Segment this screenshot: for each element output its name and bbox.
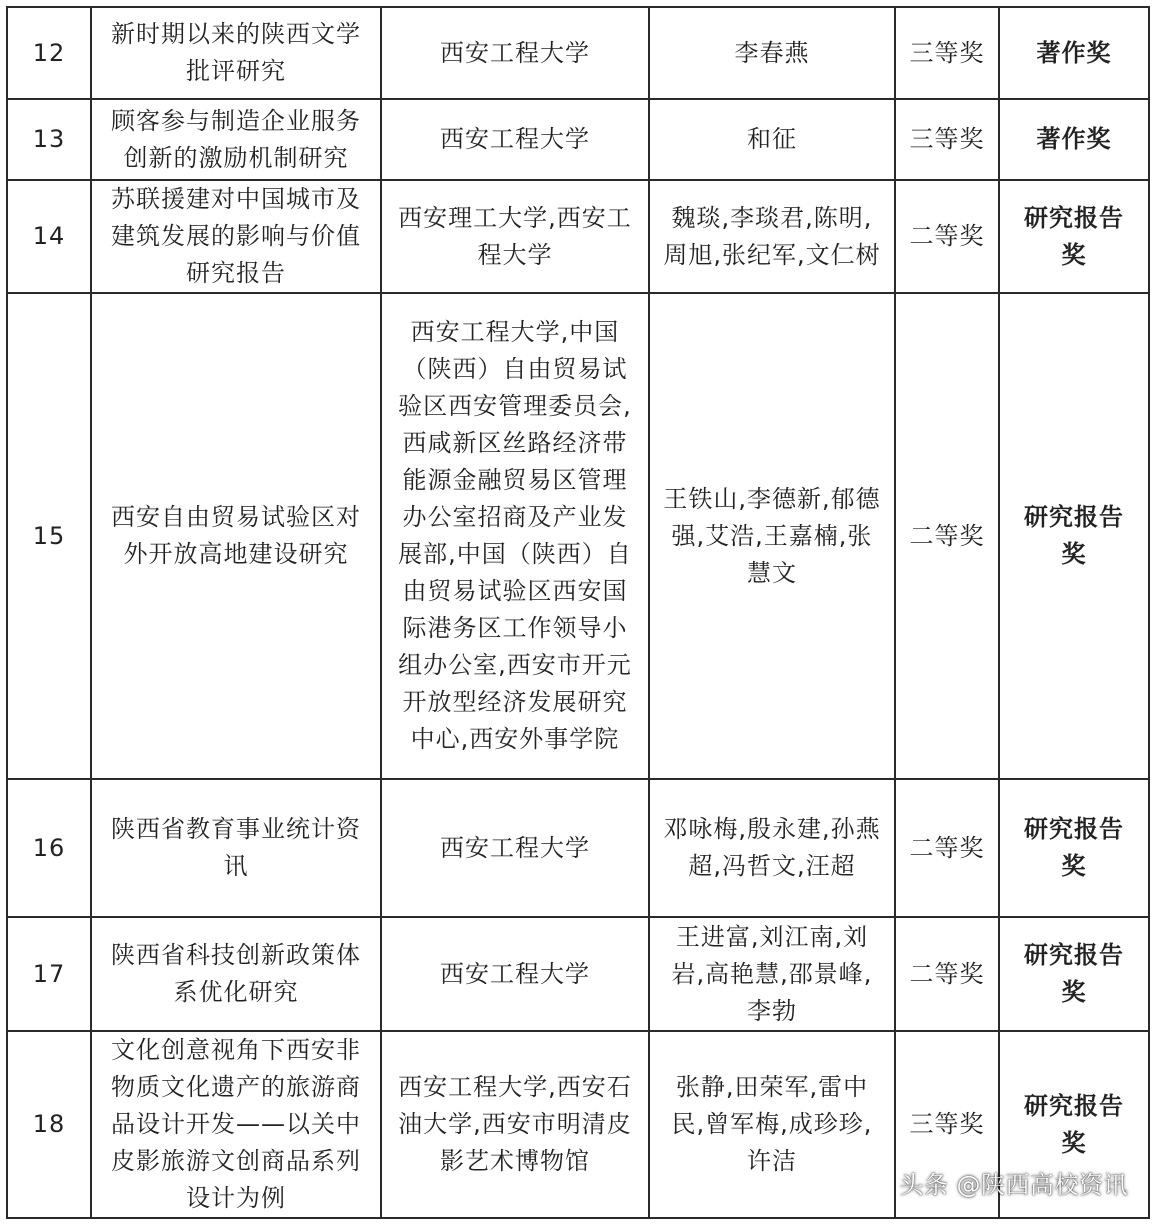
award-grade: 三等奖 — [895, 7, 999, 99]
institution: 西安工程大学 — [381, 917, 649, 1031]
award-grade: 三等奖 — [895, 1031, 999, 1218]
institution: 西安理工大学,西安工程大学 — [381, 180, 649, 293]
row-number: 15 — [7, 293, 91, 779]
institution: 西安工程大学 — [381, 99, 649, 180]
project-title: 陕西省教育事业统计资讯 — [91, 779, 381, 917]
project-title: 陕西省科技创新政策体系优化研究 — [91, 917, 381, 1031]
award-category: 研究报告奖 — [999, 1031, 1149, 1218]
table-row — [7, 917, 1149, 1031]
authors: 邓咏梅,殷永建,孙燕超,冯哲文,汪超 — [649, 779, 895, 917]
award-category: 研究报告奖 — [999, 293, 1149, 779]
award-grade: 二等奖 — [895, 917, 999, 1031]
row-number: 16 — [7, 779, 91, 917]
authors: 李春燕 — [649, 7, 895, 99]
table-row — [7, 99, 1149, 180]
institution: 西安工程大学 — [381, 779, 649, 917]
authors: 魏琰,李琰君,陈明,周旭,张纪军,文仁树 — [649, 180, 895, 293]
institution: 西安工程大学,西安石油大学,西安市明清皮影艺术博物馆 — [381, 1031, 649, 1218]
awards-table — [6, 6, 1150, 1219]
row-number: 17 — [7, 917, 91, 1031]
award-category: 著作奖 — [999, 7, 1149, 99]
row-number: 12 — [7, 7, 91, 99]
project-title: 西安自由贸易试验区对外开放高地建设研究 — [91, 293, 381, 779]
award-category: 研究报告奖 — [999, 180, 1149, 293]
project-title: 文化创意视角下西安非物质文化遗产的旅游商品设计开发——以关中皮影旅游文创商品系列设计为例 — [91, 1031, 381, 1218]
award-category: 著作奖 — [999, 99, 1149, 180]
award-grade: 二等奖 — [895, 180, 999, 293]
row-number: 14 — [7, 180, 91, 293]
row-number: 13 — [7, 99, 91, 180]
award-grade: 二等奖 — [895, 293, 999, 779]
table-row — [7, 180, 1149, 293]
award-category: 研究报告奖 — [999, 917, 1149, 1031]
table-row — [7, 293, 1149, 779]
award-grade: 三等奖 — [895, 99, 999, 180]
project-title: 苏联援建对中国城市及建筑发展的影响与价值研究报告 — [91, 180, 381, 293]
row-number: 18 — [7, 1031, 91, 1218]
institution: 西安工程大学 — [381, 7, 649, 99]
award-category: 研究报告奖 — [999, 779, 1149, 917]
authors: 王进富,刘江南,刘岩,高艳慧,邵景峰,李勃 — [649, 917, 895, 1031]
authors: 和征 — [649, 99, 895, 180]
project-title: 顾客参与制造企业服务创新的激励机制研究 — [91, 99, 381, 180]
authors: 张静,田荣军,雷中民,曾军梅,成珍珍,许洁 — [649, 1031, 895, 1218]
watermark: 头条 @陕西高校资讯 — [899, 1171, 1128, 1199]
authors: 王铁山,李德新,郁德强,艾浩,王嘉楠,张慧文 — [649, 293, 895, 779]
institution: 西安工程大学,中国（陕西）自由贸易试验区西安管理委员会,西咸新区丝路经济带能源金融贸易区管理办公室招商及产业发展部,中国（陕西）自由贸易试验区西安国际港务区工作领导小组办公室,西安市开元开放型经济发展研究中心,西安外事学院 — [381, 293, 649, 779]
project-title: 新时期以来的陕西文学批评研究 — [91, 7, 381, 99]
award-grade: 二等奖 — [895, 779, 999, 917]
table-row — [7, 7, 1149, 99]
table-row — [7, 779, 1149, 917]
